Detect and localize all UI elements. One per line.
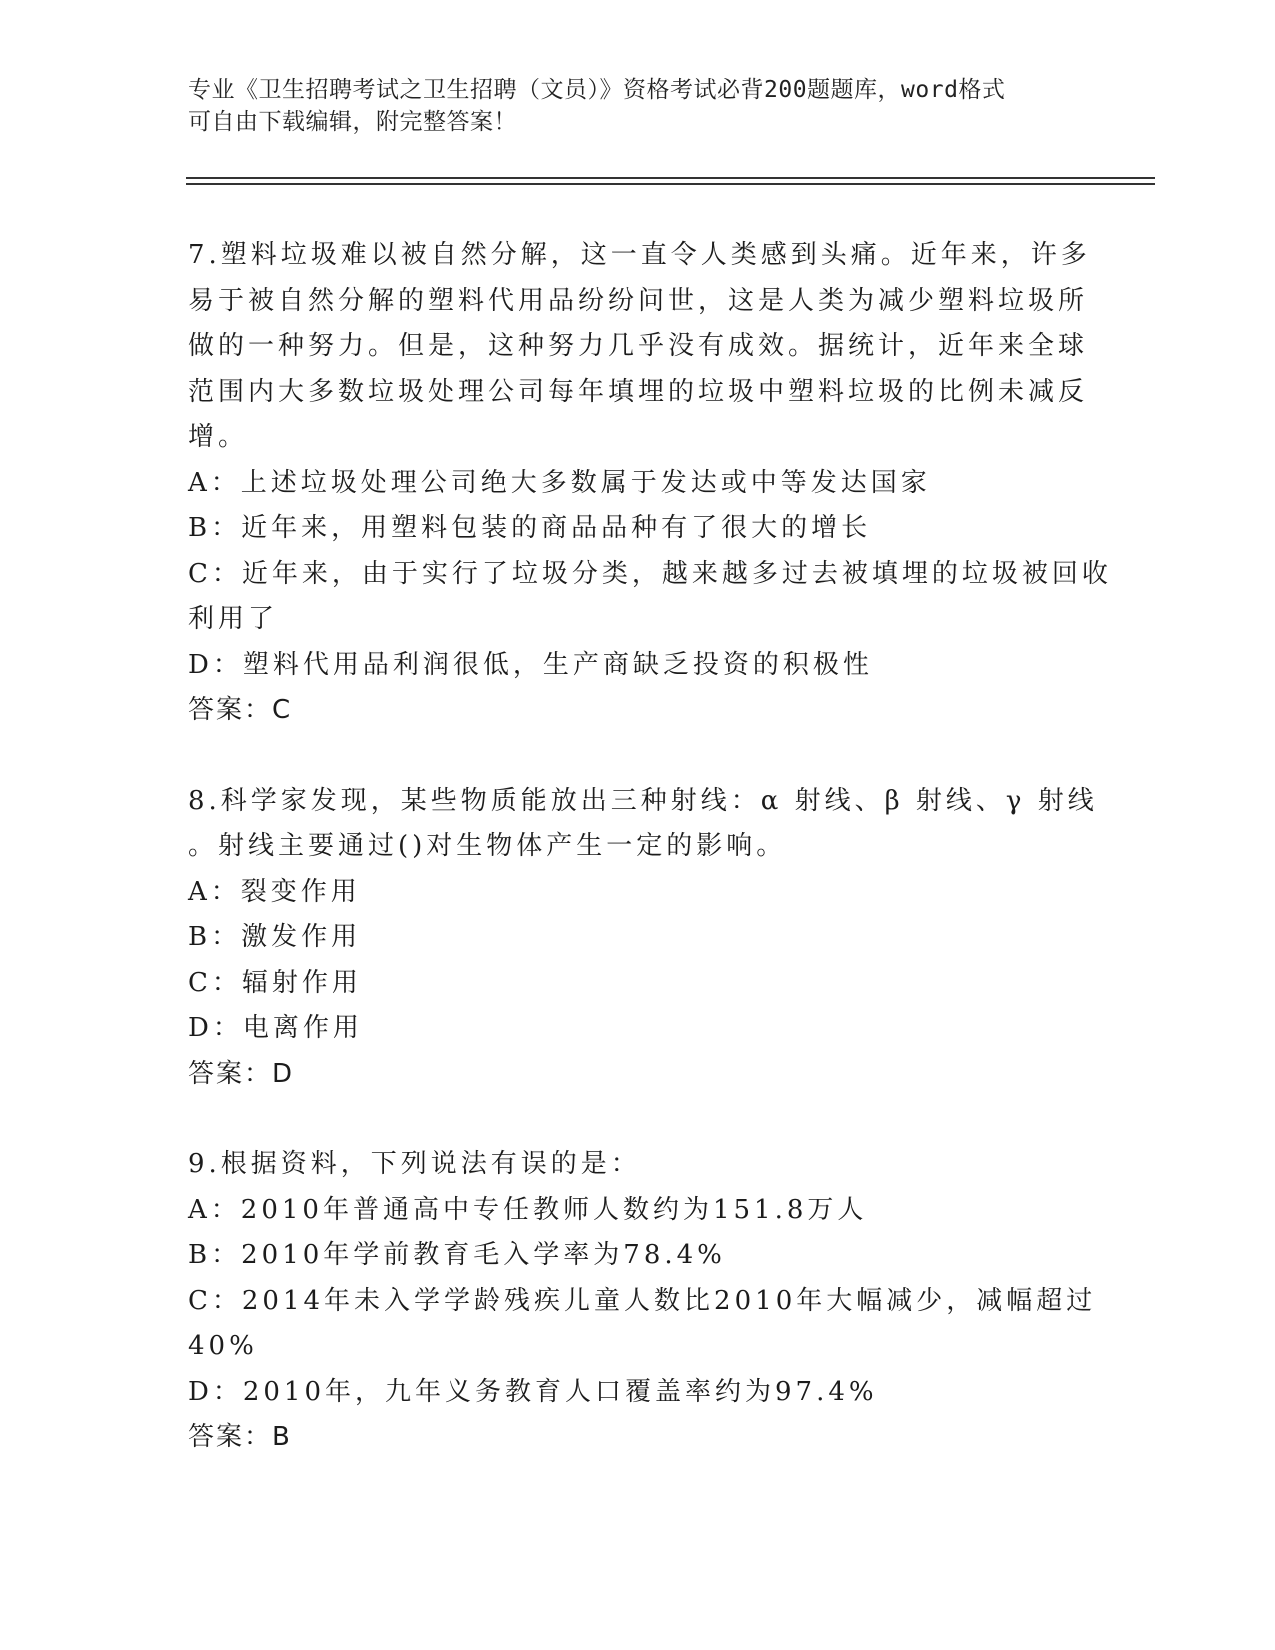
- header-divider: [186, 183, 1155, 185]
- option-d: D：电离作用: [188, 1013, 363, 1043]
- option-a: A：2010年普通高中专任教师人数约为151.8万人: [188, 1194, 868, 1225]
- option-d: D：2010年，九年义务教育人口覆盖率约为97.4%: [188, 1376, 878, 1407]
- question-text: 7.塑料垃圾难以被自然分解，这一直令人类感到头痛。近年来，许多: [188, 240, 1091, 270]
- question-9: [188, 1142, 1097, 1461]
- option-a: A：上述垃圾处理公司绝大多数属于发达或中等发达国家: [188, 467, 931, 498]
- header-divider: [186, 177, 1155, 179]
- question-text: 8.科学家发现，某些物质能放出三种射线：α 射线、β 射线、γ 射线: [188, 785, 1098, 816]
- answer-label: 答案：B: [188, 1422, 292, 1452]
- answer-label: 答案：D: [188, 1058, 295, 1089]
- option-c: C：近年来，由于实行了垃圾分类，越来越多过去被填埋的垃圾被回收: [188, 558, 1112, 589]
- option-c: C：辐射作用: [188, 967, 362, 998]
- option-b: B：激发作用: [188, 922, 362, 952]
- question-text: 做的一种努力。但是，这种努力几乎没有成效。据统计，近年来全球: [188, 331, 1089, 361]
- answer-label: 答案：C: [188, 695, 293, 725]
- question-7: [188, 233, 1112, 734]
- question-text: 9.根据资料，下列说法有误的是：: [188, 1149, 641, 1179]
- option-d: D：塑料代用品利润很低，生产商缺乏投资的积极性: [188, 649, 873, 680]
- question-text: 易于被自然分解的塑料代用品纷纷问世，这是人类为减少塑料垃圾所: [188, 285, 1089, 316]
- option-c-continued: 40%: [188, 1331, 258, 1361]
- option-a: A：裂变作用: [188, 876, 361, 907]
- question-list: [188, 233, 1112, 1506]
- option-b: B：2010年学前教育毛入学率为78.4%: [188, 1240, 726, 1270]
- question-text: 增。: [188, 422, 249, 452]
- option-c-continued: 利用了: [188, 604, 279, 634]
- option-c: C：2014年未入学学龄残疾儿童人数比2010年大幅减少，减幅超过: [188, 1285, 1097, 1316]
- question-text: 范围内大多数垃圾处理公司每年填埋的垃圾中塑料垃圾的比例未减反: [188, 376, 1089, 407]
- question-8: [188, 779, 1098, 1098]
- header-line: 可自由下载编辑，附完整答案！: [188, 109, 517, 135]
- option-b: B：近年来，用塑料包装的商品品种有了很大的增长: [188, 513, 872, 543]
- question-text: 。射线主要通过()对生物体产生一定的影响。: [188, 831, 787, 861]
- header-line: 专业《卫生招聘考试之卫生招聘（文员）》资格考试必背200题题库，word格式: [188, 77, 1006, 103]
- document-header: [188, 74, 1068, 138]
